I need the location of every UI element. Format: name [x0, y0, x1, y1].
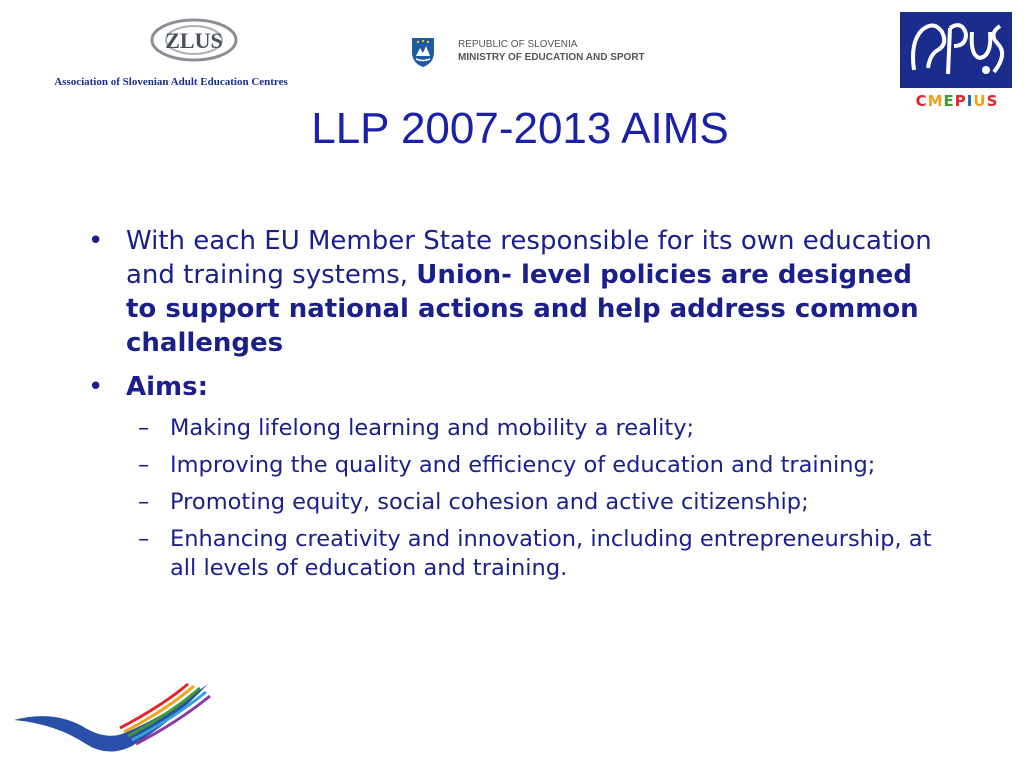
- sub-bullet-text: Improving the quality and efficiency of education and training;: [170, 452, 876, 478]
- cmepius-letter: E: [943, 92, 955, 110]
- bullet-item: [88, 370, 948, 404]
- cmepius-letter: S: [986, 92, 999, 110]
- zlus-caption: Association of Slovenian Adult Education Centres: [54, 76, 288, 88]
- bullet-marker: •: [88, 226, 104, 256]
- sub-bullet-item: [88, 451, 948, 480]
- sub-bullet-text: Making lifelong learning and mobility a reality;: [170, 415, 695, 441]
- bullet-item: [88, 224, 948, 360]
- cmepius-logo: [898, 12, 1018, 112]
- cmepius-figures-icon: [900, 12, 1012, 88]
- ministry-line1: REPUBLIC OF SLOVENIA: [458, 39, 578, 50]
- sub-bullet-marker: –: [138, 526, 150, 552]
- ministry-logo: [410, 36, 660, 70]
- zlus-mark-text: ZLUS: [165, 28, 223, 53]
- sub-bullet-item: [88, 488, 948, 517]
- cmepius-emblem: [900, 12, 1012, 88]
- sub-bullet-item: [88, 414, 948, 443]
- cmepius-letter: P: [954, 92, 967, 110]
- ministry-line2: MINISTRY OF EDUCATION AND SPORT: [458, 52, 645, 63]
- cmepius-letter: C: [915, 92, 928, 110]
- llp-swoosh-logo-icon: [12, 682, 214, 758]
- zlus-logo: [40, 14, 302, 94]
- bullet-bold-text: Aims:: [126, 372, 208, 402]
- cmepius-letter: I: [966, 92, 974, 110]
- sub-bullet-marker: –: [138, 452, 150, 478]
- bullet-bold-text: Union- level policies are designed to support national actions and help address common challenges: [126, 260, 919, 358]
- sub-bullet-marker: –: [138, 489, 150, 515]
- sub-bullet-item: [88, 525, 948, 583]
- bullet-text: With each EU Member State responsible for its own education and training systems,: [126, 226, 932, 290]
- zlus-emblem-icon: [136, 16, 246, 72]
- slovenia-crest-icon: [410, 36, 436, 68]
- sub-bullet-marker: –: [138, 415, 150, 441]
- sub-bullet-text: Promoting equity, social cohesion and active citizenship;: [170, 489, 809, 515]
- slide-body: [88, 224, 948, 591]
- cmepius-letter: M: [927, 92, 944, 110]
- cmepius-letter: U: [973, 92, 987, 110]
- bullet-marker: •: [88, 372, 104, 402]
- sub-bullet-text: Enhancing creativity and innovation, including entrepreneurship, at all levels of education and training.: [170, 526, 932, 581]
- slide-title: LLP 2007-2013 AIMS: [311, 104, 729, 153]
